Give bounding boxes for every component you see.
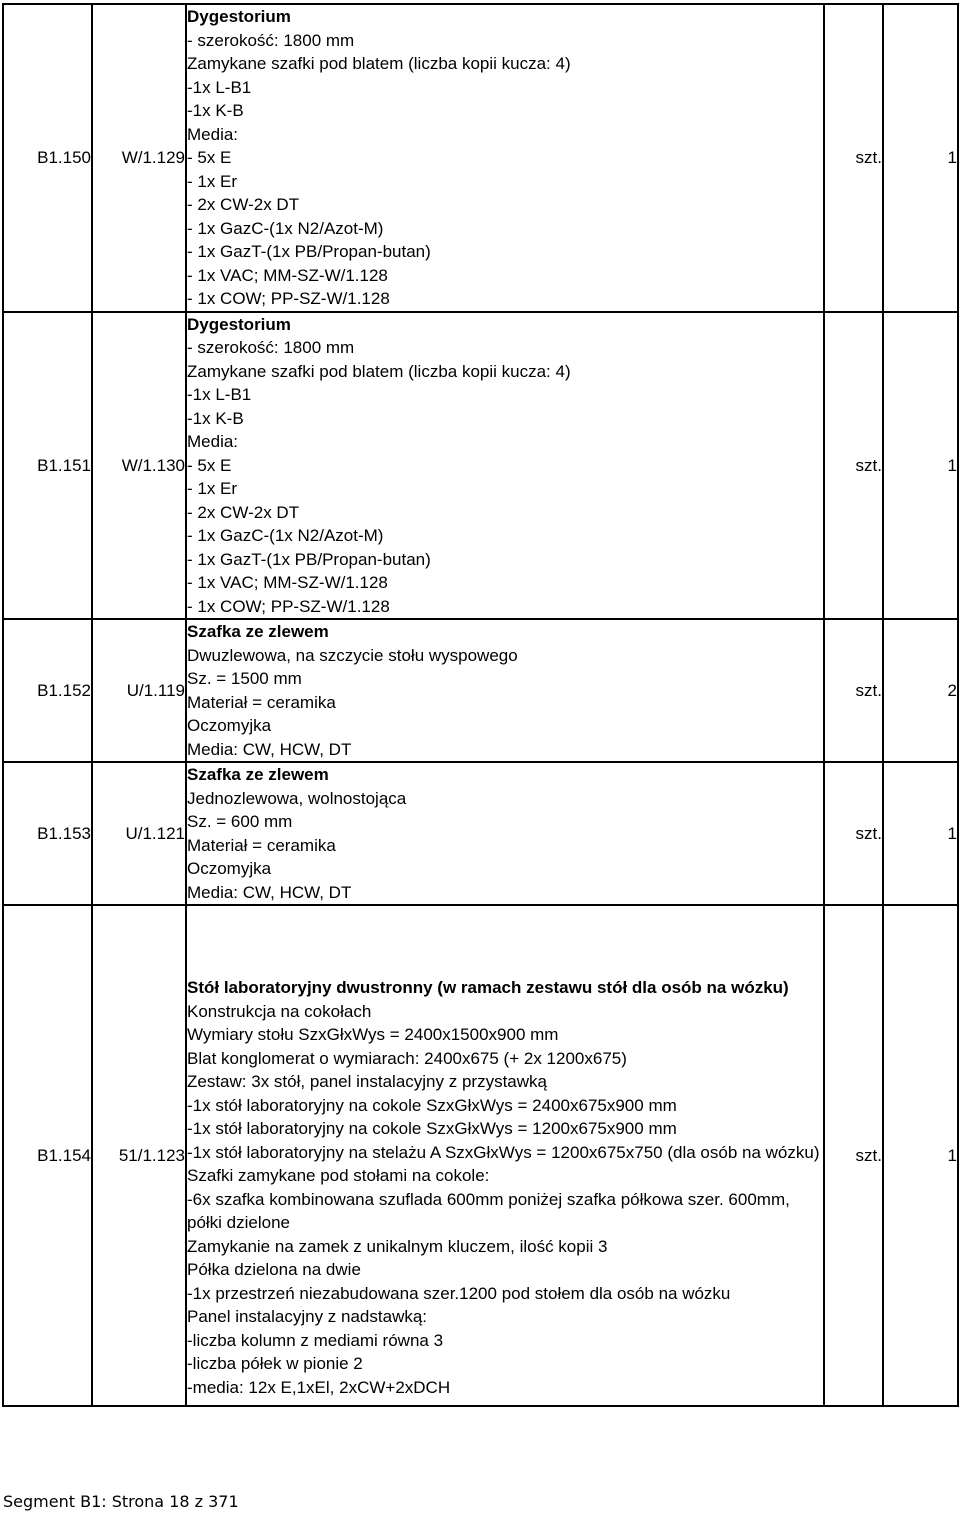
quantity-cell: 1: [883, 4, 958, 312]
description-line: - 1x VAC; MM-SZ-W/1.128: [187, 265, 388, 285]
description-line: - 1x GazT-(1x PB/Propan-butan): [187, 242, 431, 261]
description-line: Dwuzlewowa, na szczycie stołu wyspowego: [187, 645, 518, 665]
description-line: Konstrukcja na cokołach: [187, 1001, 372, 1021]
table-row: [3, 312, 958, 620]
description-line: -6x szafka kombinowana szuflada 600mm poniżej szafka półkowa szer. 600mm, półki dzielone: [187, 1189, 790, 1232]
description-line: Szafki zamykane pod stołami na cokole:: [187, 1166, 490, 1185]
description-line: Zamykane szafki pod blatem (liczba kopii kucza: 4): [187, 361, 571, 381]
specification-table: [2, 3, 959, 1407]
item-title: Stół laboratoryjny dwustronny (w ramach zestawu stół dla osób na wózku): [187, 978, 789, 997]
description-line: - 1x VAC; MM-SZ-W/1.128: [187, 573, 388, 592]
unit-cell: szt.: [824, 4, 883, 312]
description-line: Jednozlewowa, wolnostojąca: [187, 788, 407, 808]
table-row: [3, 4, 958, 312]
item-id-cell: B1.152: [3, 619, 92, 762]
description-line: Media:: [187, 124, 239, 144]
description-line: -1x K-B: [187, 101, 244, 120]
description-line: -1x stół laboratoryjny na cokole SzxGłxWys = 2400x675x900 mm: [187, 1095, 677, 1115]
description-line: Materiał = ceramika: [187, 835, 336, 855]
description-line: -1x L-B1: [187, 385, 252, 404]
unit-cell: szt.: [824, 312, 883, 620]
quantity-cell: 1: [883, 312, 958, 620]
description-line: - 1x COW; PP-SZ-W/1.128: [187, 289, 390, 308]
description-line: Media: CW, HCW, DT: [187, 739, 352, 759]
description-line: - szerokość: 1800 mm: [187, 30, 355, 50]
quantity-cell: 2: [883, 619, 958, 762]
item-ref-cell: U/1.119: [92, 619, 186, 762]
item-description-cell: [186, 762, 824, 905]
description-line: Półka dzielona na dwie: [187, 1260, 361, 1279]
description-line: - 5x E: [187, 455, 232, 475]
description-line: -1x przestrzeń niezabudowana szer.1200 pod stołem dla osób na wózku: [187, 1283, 731, 1303]
item-title: Dygestorium: [187, 314, 291, 334]
description-line: Oczomyjka: [187, 716, 272, 735]
item-description-cell: [186, 312, 824, 620]
item-description-cell: [186, 619, 824, 762]
description-line: -liczba kolumn z mediami równa 3: [187, 1330, 444, 1350]
unit-cell: szt.: [824, 762, 883, 905]
description-line: Wymiary stołu SzxGłxWys = 2400x1500x900 mm: [187, 1025, 559, 1044]
item-id-cell: B1.150: [3, 4, 92, 312]
description-line: Sz. = 1500 mm: [187, 669, 302, 688]
description-line: - 1x GazC-(1x N2/Azot-M): [187, 218, 384, 238]
item-id-cell: B1.153: [3, 762, 92, 905]
description-line: - 1x Er: [187, 171, 238, 191]
item-description-cell: [186, 4, 824, 312]
description-line: - 1x COW; PP-SZ-W/1.128: [187, 596, 390, 616]
description-line: - szerokość: 1800 mm: [187, 338, 355, 357]
description-line: - 1x GazT-(1x PB/Propan-butan): [187, 549, 431, 569]
description-line: -1x L-B1: [187, 77, 252, 97]
page-footer: Segment B1: Strona 18 z 371: [3, 1492, 239, 1511]
description-line: - 1x GazC-(1x N2/Azot-M): [187, 526, 384, 545]
unit-cell: szt.: [824, 619, 883, 762]
description-line: - 2x CW-2x DT: [187, 195, 300, 214]
description-spacer: [187, 966, 823, 976]
description-line: -1x stół laboratoryjny na stelażu A SzxGłxWys = 1200x675x750 (dla osób na wózku): [187, 1142, 820, 1162]
item-title: Szafka ze zlewem: [187, 622, 329, 641]
description-line: Zamykane szafki pod blatem (liczba kopii kucza: 4): [187, 54, 571, 73]
description-line: Media:: [187, 432, 239, 451]
unit-cell: szt.: [824, 905, 883, 1406]
item-id-cell: B1.154: [3, 905, 92, 1406]
item-ref-cell: W/1.130: [92, 312, 186, 620]
specification-table-body: [3, 4, 958, 1406]
description-line: - 2x CW-2x DT: [187, 502, 300, 522]
table-row: [3, 905, 958, 1406]
description-line: -liczba półek w pionie 2: [187, 1354, 363, 1373]
table-row: [3, 619, 958, 762]
description-line: Zestaw: 3x stół, panel instalacyjny z przystawką: [187, 1072, 547, 1091]
description-line: - 5x E: [187, 148, 232, 167]
item-description-cell: [186, 905, 824, 1406]
description-line: Panel instalacyjny z nadstawką:: [187, 1307, 428, 1326]
description-line: Sz. = 600 mm: [187, 812, 293, 831]
description-line: - 1x Er: [187, 479, 238, 498]
description-line: -1x stół laboratoryjny na cokole SzxGłxWys = 1200x675x900 mm: [187, 1119, 677, 1138]
quantity-cell: 1: [883, 905, 958, 1406]
description-line: Blat konglomerat o wymiarach: 2400x675 (+ 2x 1200x675): [187, 1048, 627, 1068]
item-title: Dygestorium: [187, 7, 291, 26]
item-ref-cell: 51/1.123: [92, 905, 186, 1406]
description-line: -media: 12x E,1xEl, 2xCW+2xDCH: [187, 1377, 451, 1397]
item-ref-cell: W/1.129: [92, 4, 186, 312]
table-row: [3, 762, 958, 905]
description-line: -1x K-B: [187, 408, 244, 428]
description-line: Oczomyjka: [187, 859, 272, 878]
description-line: Materiał = ceramika: [187, 692, 336, 712]
description-line: Zamykanie na zamek z unikalnym kluczem, ilość kopii 3: [187, 1236, 608, 1256]
item-ref-cell: U/1.121: [92, 762, 186, 905]
item-id-cell: B1.151: [3, 312, 92, 620]
description-line: Media: CW, HCW, DT: [187, 882, 352, 902]
item-title: Szafka ze zlewem: [187, 765, 329, 784]
quantity-cell: 1: [883, 762, 958, 905]
